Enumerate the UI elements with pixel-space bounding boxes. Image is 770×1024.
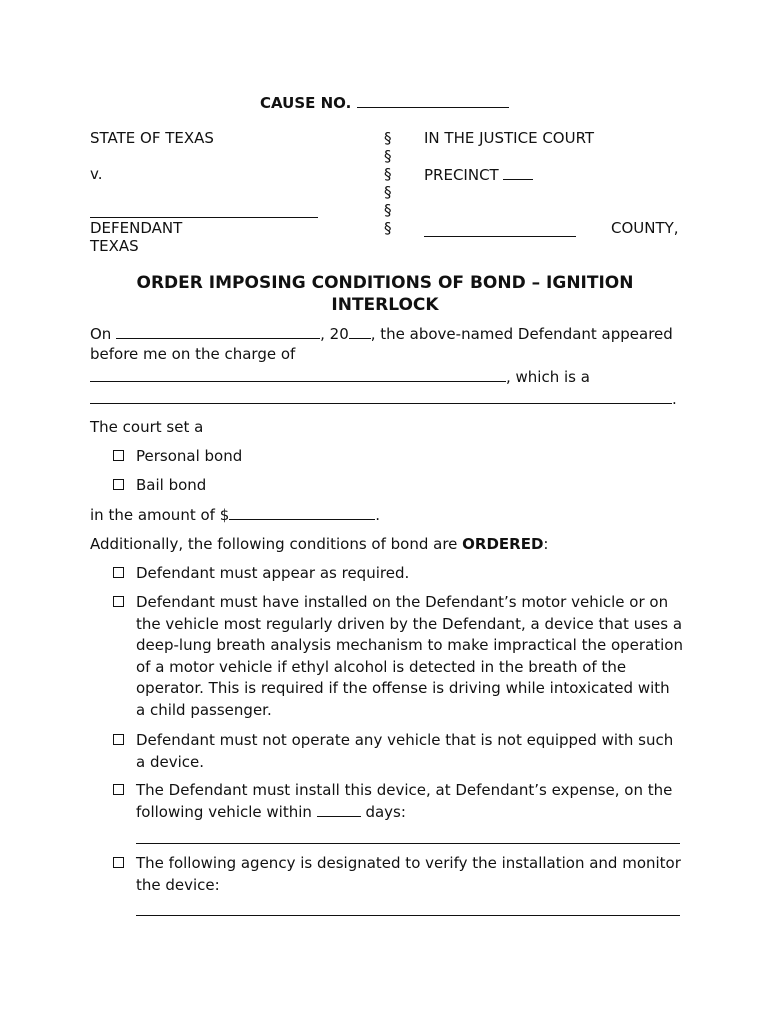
condition-text: The following agency is designated to verify the installation and monitor the device: <box>136 854 681 894</box>
page-title: ORDER IMPOSING CONDITIONS OF BOND – IGNITION INTERLOCK <box>136 273 634 315</box>
precinct <box>424 165 533 184</box>
checkbox[interactable] <box>113 596 124 607</box>
cause-number <box>260 93 509 112</box>
condition-text <box>136 780 683 823</box>
intro-which-is-a: , which is a <box>506 368 590 386</box>
bond-option-bail[interactable] <box>113 475 683 497</box>
section-symbol: § <box>384 219 392 237</box>
checkbox[interactable] <box>113 479 124 490</box>
bond-amount-end: . <box>375 506 381 524</box>
section-symbol: § <box>384 129 392 147</box>
condition-no-other-vehicle[interactable] <box>113 730 683 773</box>
bond-amount-label: in the amount of $ <box>90 506 230 524</box>
condition-agency[interactable] <box>113 853 683 896</box>
intro-line-4 <box>90 389 677 408</box>
install-after-text: days: <box>365 802 406 821</box>
checkbox[interactable] <box>113 784 124 795</box>
precinct-label: PRECINCT <box>424 166 499 184</box>
cause-number-blank[interactable] <box>357 93 509 108</box>
offense-class-blank[interactable] <box>90 389 672 404</box>
charge-blank[interactable] <box>90 367 506 382</box>
court-set-text: The court set a <box>90 418 204 436</box>
conditions-lead-end: : <box>543 535 549 553</box>
ordered-label: ORDERED <box>462 535 544 553</box>
days-blank[interactable] <box>317 802 361 817</box>
section-symbol: § <box>384 201 392 219</box>
section-symbol: § <box>384 183 392 201</box>
intro-on: On <box>90 325 112 343</box>
condition-text: Defendant must have installed on the Defendant’s motor vehicle or on the vehicle most regularly driven by the Defendant, a device that uses a deep-lung breath analysis mechanism to make impractical the operation of a motor vehicle if ethyl alcohol is detected in the breath of the operator. This is required if the offense is driving while intoxicated with a child passenger. <box>136 593 683 719</box>
precinct-blank[interactable] <box>503 165 533 180</box>
cause-label: CAUSE NO. <box>260 94 352 112</box>
versus: v. <box>90 165 103 183</box>
intro-line-1 <box>90 324 673 343</box>
county-name-line[interactable] <box>424 236 576 237</box>
defendant-label: DEFENDANT <box>90 219 183 237</box>
court-label: IN THE JUSTICE COURT <box>424 129 595 147</box>
intro-appeared: , the above-named Defendant appeared <box>370 325 673 343</box>
conditions-lead-text: Additionally, the following conditions of bond are <box>90 535 458 553</box>
condition-install-device[interactable] <box>113 592 683 721</box>
date-blank[interactable] <box>116 324 320 339</box>
bond-amount <box>90 505 380 524</box>
intro-line-3 <box>90 367 590 386</box>
intro-comma-20: , 20 <box>320 325 349 343</box>
vehicle-line[interactable] <box>136 843 680 844</box>
conditions-lead <box>90 535 548 553</box>
bond-option-personal[interactable] <box>113 446 683 468</box>
condition-appear[interactable] <box>113 563 683 585</box>
checkbox[interactable] <box>113 450 124 461</box>
agency-line[interactable] <box>136 915 680 916</box>
section-symbol: § <box>384 147 392 165</box>
state-of-texas: STATE OF TEXAS <box>90 129 214 147</box>
checkbox[interactable] <box>113 857 124 868</box>
texas-label: TEXAS <box>90 237 139 255</box>
condition-text: Defendant must appear as required. <box>136 564 410 582</box>
defendant-name-line[interactable] <box>90 217 318 218</box>
condition-text: Defendant must not operate any vehicle that is not equipped with such a device. <box>136 731 674 771</box>
install-before-text: The Defendant must install this device, at Defendant’s expense, on the following vehicle within <box>136 781 673 821</box>
section-symbol: § <box>384 165 392 183</box>
bond-option-label: Bail bond <box>136 476 207 494</box>
bond-amount-blank[interactable] <box>229 505 375 520</box>
county-label: COUNTY, <box>611 219 679 237</box>
intro-period: . <box>672 390 677 408</box>
condition-install-expense[interactable] <box>113 780 683 823</box>
intro-charge: before me on the charge of <box>90 345 296 363</box>
bond-option-label: Personal bond <box>136 447 243 465</box>
year-blank[interactable] <box>349 324 371 339</box>
checkbox[interactable] <box>113 734 124 745</box>
checkbox[interactable] <box>113 567 124 578</box>
